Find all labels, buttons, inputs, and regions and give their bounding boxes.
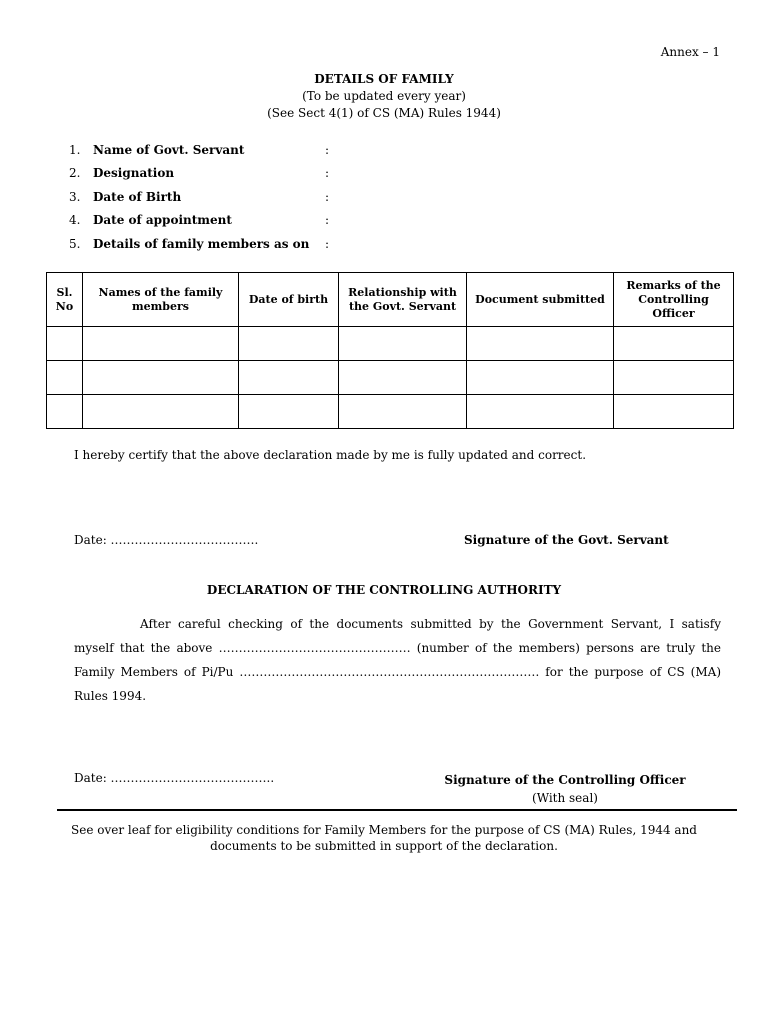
table-cell[interactable] xyxy=(467,361,614,395)
field-designation xyxy=(69,162,369,186)
field-colon: : xyxy=(325,189,330,204)
field-colon: : xyxy=(325,213,330,228)
field-number: 3. xyxy=(69,189,81,204)
field-colon: : xyxy=(325,236,330,251)
field-number: 5. xyxy=(69,236,81,251)
field-date-of-birth xyxy=(69,185,369,209)
certification-statement: I hereby certify that the above declaration made by me is fully updated and correct. xyxy=(74,448,587,462)
table-header-row xyxy=(47,273,734,327)
field-date-of-appointment xyxy=(69,209,369,233)
govt-servant-date: Date: ………………………………. xyxy=(74,533,259,547)
field-number: 4. xyxy=(69,213,81,228)
controlling-officer-date: Date: ………………………………….. xyxy=(74,771,275,785)
table-cell[interactable] xyxy=(339,361,467,395)
table-cell[interactable] xyxy=(47,361,83,395)
table-cell[interactable] xyxy=(83,327,239,361)
col-header-document: Document submitted xyxy=(467,273,614,327)
table-cell[interactable] xyxy=(83,361,239,395)
field-label: Designation xyxy=(93,166,175,181)
table-cell[interactable] xyxy=(239,327,339,361)
footer-note: See over leaf for eligibility conditions for Family Members for the purpose of CS (MA) Rules, 1944 and documents to be submitted in support of the declaration. xyxy=(71,823,697,853)
field-number: 1. xyxy=(69,142,81,157)
page-subtitle: (To be updated every year) xyxy=(302,89,466,103)
seal-note: (With seal) xyxy=(532,791,598,805)
table-cell[interactable] xyxy=(239,395,339,429)
field-label: Date of Birth xyxy=(93,189,182,204)
rules-reference: (See Sect 4(1) of CS (MA) Rules 1944) xyxy=(267,106,501,120)
field-colon: : xyxy=(325,166,330,181)
declaration-body xyxy=(74,612,721,708)
table-cell[interactable] xyxy=(467,395,614,429)
table-cell[interactable] xyxy=(47,327,83,361)
table-cell[interactable] xyxy=(467,327,614,361)
table-row xyxy=(47,327,734,361)
table-cell[interactable] xyxy=(339,327,467,361)
field-label: Name of Govt. Servant xyxy=(93,142,245,157)
table-cell[interactable] xyxy=(614,327,734,361)
table-row xyxy=(47,395,734,429)
field-number: 2. xyxy=(69,166,81,181)
col-header-sl-no: Sl. No xyxy=(47,273,83,327)
table-cell[interactable] xyxy=(614,361,734,395)
title-block xyxy=(0,71,768,122)
personal-details-list xyxy=(69,138,369,256)
table-row xyxy=(47,361,734,395)
field-colon: : xyxy=(325,142,330,157)
col-header-relationship: Relationship with the Govt. Servant xyxy=(339,273,467,327)
field-label: Details of family members as on xyxy=(93,236,310,251)
col-header-remarks: Remarks of the Controlling Officer xyxy=(614,273,734,327)
govt-servant-signature: Signature of the Govt. Servant xyxy=(464,533,669,547)
annex-label: Annex – 1 xyxy=(660,45,720,59)
controlling-officer-signature: Signature of the Controlling Officer xyxy=(444,773,686,787)
family-members-table xyxy=(46,272,734,429)
declaration-title: DECLARATION OF THE CONTROLLING AUTHORITY xyxy=(206,583,562,597)
field-label: Date of appointment xyxy=(93,213,232,228)
controlling-officer-signature-block xyxy=(440,771,690,807)
field-family-details-date xyxy=(69,232,369,256)
col-header-names: Names of the family members xyxy=(83,273,239,327)
table-cell[interactable] xyxy=(47,395,83,429)
col-header-date-of-birth: Date of birth xyxy=(239,273,339,327)
page-title: DETAILS OF FAMILY xyxy=(314,72,454,86)
table-cell[interactable] xyxy=(339,395,467,429)
field-govt-servant-name xyxy=(69,138,369,162)
table-cell[interactable] xyxy=(239,361,339,395)
divider xyxy=(57,809,737,811)
table-cell[interactable] xyxy=(83,395,239,429)
table-cell[interactable] xyxy=(614,395,734,429)
declaration-text: After careful checking of the documents submitted by the Government Servant, I satisfy myself that the above ………………………………………… (number of the members) persons are truly the Family Members of Pi/Pu ………………………………………………………………… for the purpose of CS (MA) Rules 1994. xyxy=(74,617,721,703)
